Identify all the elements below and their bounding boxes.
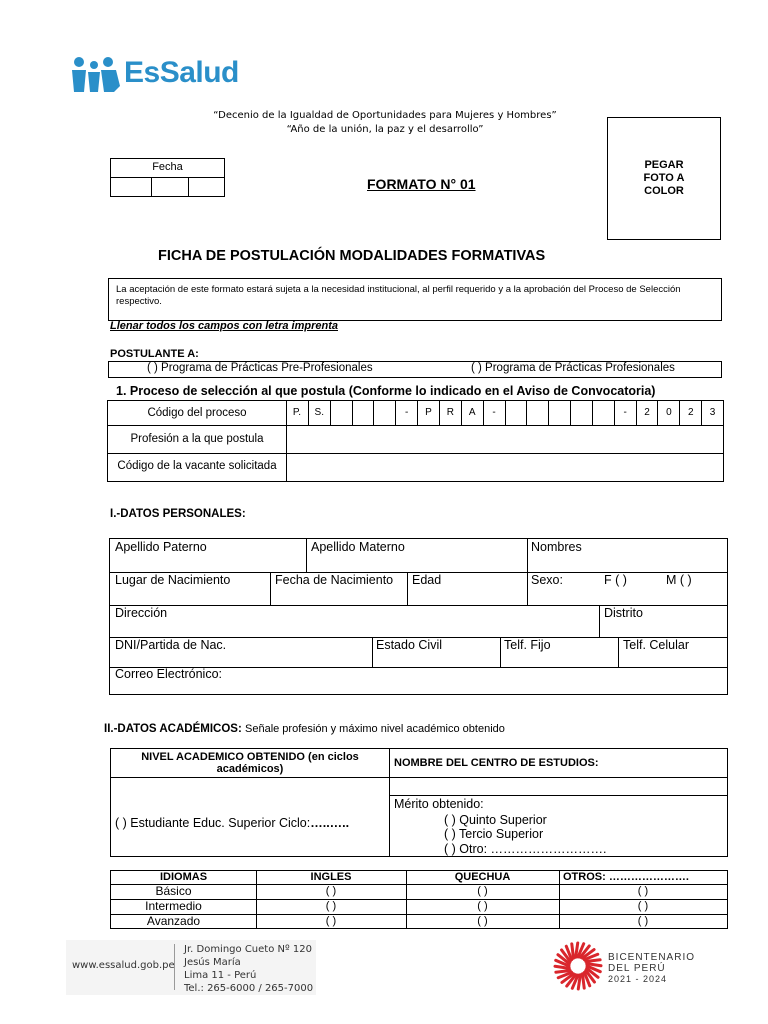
nivel-header: NIVEL ACADEMICO OBTENIDO (en ciclos académicos) <box>141 751 359 775</box>
photo-line-1: PEGAR <box>644 159 684 171</box>
address-line-3: Lima 11 - Perú <box>184 970 257 981</box>
quechua-intermedio-mark[interactable]: ( ) <box>477 900 488 912</box>
level-avanzado: Avanzado <box>146 914 201 928</box>
photo-line-3: COLOR <box>644 185 684 197</box>
merito-label: Mérito obtenido: <box>394 797 484 811</box>
bicentenario-text <box>608 952 695 985</box>
process-code-cell[interactable]: 3 <box>701 401 723 425</box>
decade-line: “Decenio de la Igualdad de Oportunidades para Mujeres y Hombres” <box>213 110 557 121</box>
quechua-avanzado-mark[interactable]: ( ) <box>477 915 488 927</box>
process-code-cell[interactable]: - <box>483 401 505 425</box>
notice-text: La aceptación de este formato estará sujeta a la necesidad institucional, al perfil requerido y a la aprobación del Proceso de Selección respectivo. <box>116 284 681 307</box>
fecha-nacimiento-field[interactable]: Fecha de Nacimiento <box>275 573 394 587</box>
process-code-cell[interactable] <box>570 401 592 425</box>
process-code-cell[interactable]: A <box>461 401 483 425</box>
personal-table <box>109 538 728 695</box>
estado-civil-field[interactable]: Estado Civil <box>376 638 442 652</box>
address-line-4: Tel.: 265-6000 / 265-7000 <box>184 983 314 994</box>
academic-table <box>110 748 728 857</box>
edad-field[interactable]: Edad <box>412 573 442 587</box>
formato-title: FORMATO N° 01 <box>367 176 476 192</box>
address-line-1: Jr. Domingo Cueto Nº 120 <box>184 944 312 955</box>
fecha-label: Fecha <box>152 161 183 173</box>
academic-heading <box>104 723 505 735</box>
process-code-cell[interactable]: - <box>614 401 636 425</box>
process-code-cell[interactable] <box>352 401 374 425</box>
ingles-basico-mark[interactable]: ( ) <box>325 885 337 897</box>
centro-name-field[interactable] <box>390 778 727 795</box>
level-basico: Básico <box>155 884 192 898</box>
photo-box <box>607 117 721 240</box>
process-code-cell[interactable]: P <box>417 401 439 425</box>
bicentenario-line-2: DEL PERÚ <box>608 963 666 974</box>
process-code-cell[interactable]: 0 <box>657 401 679 425</box>
process-code-cell[interactable]: 2 <box>636 401 658 425</box>
process-code-cell[interactable] <box>592 401 614 425</box>
footer-left <box>66 940 316 995</box>
process-code-cell[interactable]: P. <box>292 407 301 418</box>
lugar-nacimiento-field[interactable]: Lugar de Nacimiento <box>115 573 231 587</box>
level-intermedio: Intermedio <box>145 899 202 913</box>
quechua-basico-mark[interactable]: ( ) <box>477 885 488 897</box>
bicentenario-line-3: 2021 - 2024 <box>608 974 668 984</box>
sexo-f-option[interactable]: F ( ) <box>604 573 627 587</box>
process-code-cells <box>286 401 723 425</box>
sexo-m-option[interactable]: M ( ) <box>666 573 692 587</box>
process-code-cell[interactable] <box>548 401 570 425</box>
academic-subtitle: Señale profesión y máximo nivel académico obtenido <box>245 723 505 735</box>
merito-quinto-option[interactable]: ( ) Quinto Superior <box>444 813 547 827</box>
otros-intermedio-mark[interactable]: ( ) <box>637 900 649 912</box>
footer-website[interactable]: www.essalud.gob.pe <box>72 960 175 971</box>
merito-tercio-option[interactable]: ( ) Tercio Superior <box>444 827 544 841</box>
header-quechua: QUECHUA <box>454 871 511 883</box>
section1-title: 1. Proceso de selección al que postula (Conforme lo indicado en el Aviso de Convocatoria) <box>116 384 656 398</box>
logo-text: EsSalud <box>124 56 239 89</box>
dni-field[interactable]: DNI/Partida de Nac. <box>115 638 227 652</box>
apellido-paterno-field[interactable]: Apellido Paterno <box>115 540 207 554</box>
footer-address <box>184 943 313 995</box>
process-code-cell[interactable]: 2 <box>679 401 701 425</box>
address-line-2: Jesús María <box>184 957 241 968</box>
languages-table <box>110 870 728 929</box>
correo-field[interactable]: Correo Electrónico: <box>115 667 222 681</box>
main-title: FICHA DE POSTULACIÓN MODALIDADES FORMATIVAS <box>158 248 546 264</box>
process-code-cell[interactable] <box>505 401 527 425</box>
nombres-field[interactable]: Nombres <box>531 540 582 554</box>
process-code-cell[interactable] <box>373 401 395 425</box>
process-code-cell[interactable]: S. <box>308 401 330 425</box>
otros-avanzado-mark[interactable]: ( ) <box>637 915 649 927</box>
postulante-label: POSTULANTE A: <box>110 348 199 360</box>
process-code-cell[interactable] <box>526 401 548 425</box>
telf-celular-field[interactable]: Telf. Celular <box>623 638 689 652</box>
option-profesionales[interactable]: ( ) Programa de Prácticas Profesionales <box>471 362 675 374</box>
sexo-label: Sexo: <box>531 573 563 587</box>
vacante-field[interactable] <box>287 454 723 481</box>
personal-title: I.-DATOS PERSONALES: <box>110 508 246 520</box>
estudiante-option[interactable] <box>115 816 349 830</box>
header-otros: OTROS: …………………. <box>563 871 689 883</box>
bicentenario-emblem-icon <box>552 940 604 992</box>
postulante-options <box>108 361 722 378</box>
row-codigo-vacante: Código de la vacante solicitada <box>117 460 277 472</box>
process-table <box>107 400 724 482</box>
otros-basico-mark[interactable]: ( ) <box>637 885 649 897</box>
ingles-intermedio-mark[interactable]: ( ) <box>325 900 337 912</box>
family-icon <box>70 56 126 94</box>
distrito-field[interactable]: Distrito <box>604 606 643 620</box>
centro-header: NOMBRE DEL CENTRO DE ESTUDIOS: <box>394 757 599 769</box>
direccion-field[interactable]: Dirección <box>115 606 168 620</box>
photo-line-2: FOTO A <box>643 172 685 184</box>
fecha-month-field[interactable] <box>188 177 189 196</box>
row-profesion: Profesión a la que postula <box>130 433 264 445</box>
process-code-cell[interactable]: R <box>439 401 461 425</box>
profesion-field[interactable] <box>287 426 723 453</box>
header-idiomas: IDIOMAS <box>159 871 208 883</box>
option-pre-profesionales[interactable]: ( ) Programa de Prácticas Pre-Profesionales <box>147 362 373 374</box>
instruction: Llenar todos los campos con letra imprenta <box>110 320 338 332</box>
notice-box <box>108 278 722 321</box>
fecha-day-field[interactable] <box>151 177 152 196</box>
bicentenario-line-1: BICENTENARIO <box>608 952 696 963</box>
fecha-box <box>110 158 225 197</box>
apellido-materno-field[interactable]: Apellido Materno <box>311 540 405 554</box>
bicentenario-logo <box>552 940 702 992</box>
process-code-cell[interactable] <box>330 401 352 425</box>
ingles-avanzado-mark[interactable]: ( ) <box>325 915 337 927</box>
row-codigo-proceso: Código del proceso <box>147 407 247 419</box>
academic-title: II.-DATOS ACADÉMICOS: <box>104 723 242 735</box>
ciclo-blank: …..….. <box>310 816 350 830</box>
telf-fijo-field[interactable]: Telf. Fijo <box>504 638 551 652</box>
year-line: “Año de la unión, la paz y el desarrollo” <box>286 124 484 135</box>
estudiante-label: ( ) Estudiante Educ. Superior Ciclo: <box>115 816 311 830</box>
merito-otro-option[interactable]: ( ) Otro: ………………………. <box>444 842 607 856</box>
essalud-logo <box>70 54 240 94</box>
header-ingles: INGLES <box>310 871 352 883</box>
process-code-cell[interactable]: - <box>395 401 417 425</box>
